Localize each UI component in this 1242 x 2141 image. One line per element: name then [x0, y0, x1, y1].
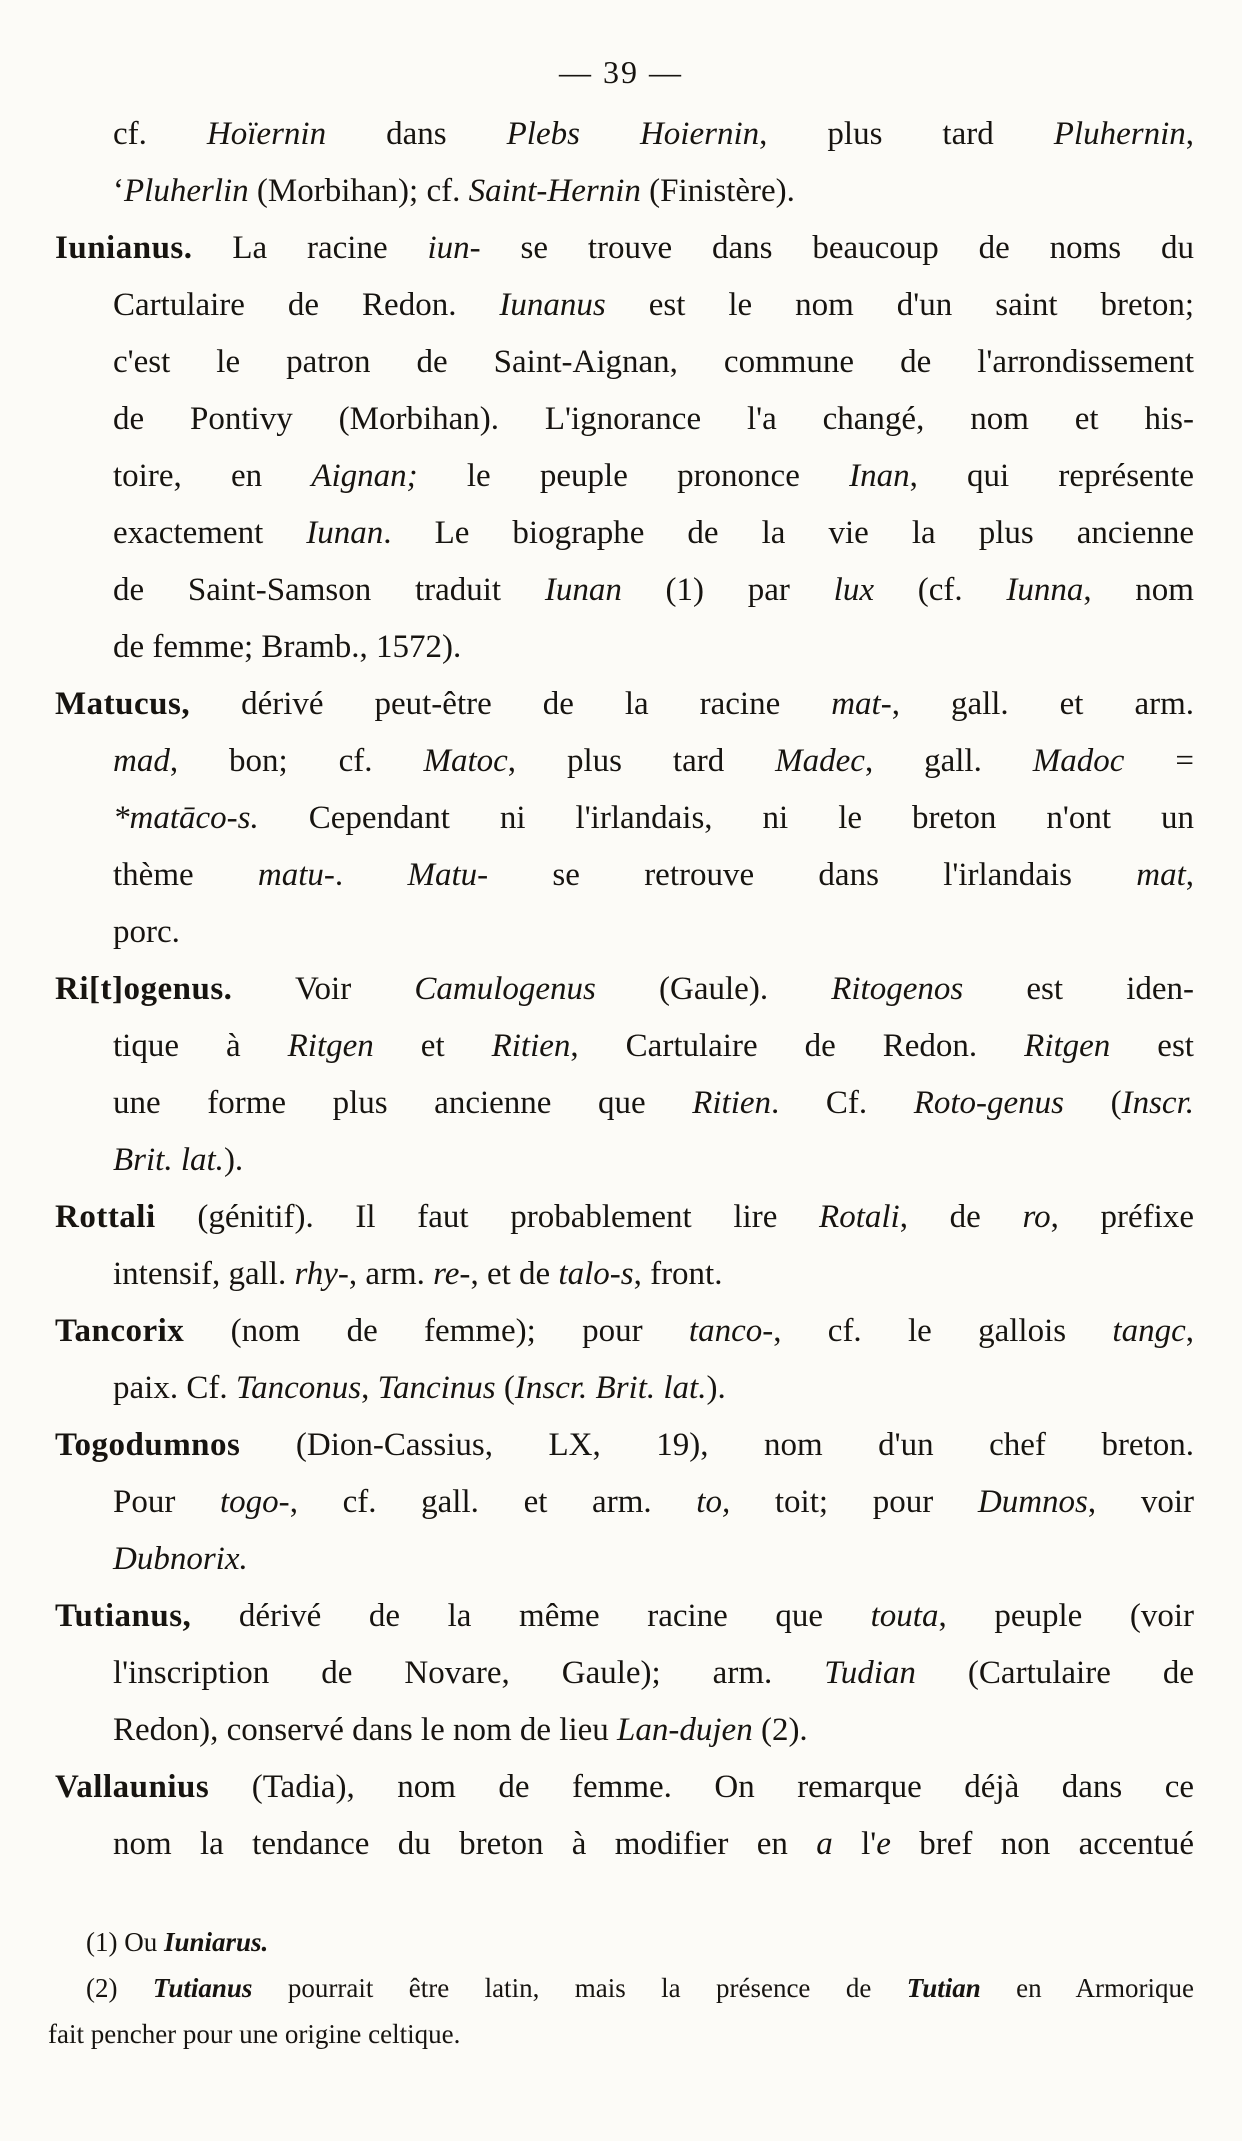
text-run: Saint-Hernin	[468, 173, 641, 209]
entry-iunianus	[55, 220, 1194, 676]
text-run: e	[876, 1826, 891, 1862]
text-run: l'inscription de Novare, Gaule); arm.	[113, 1655, 825, 1691]
page-body	[0, 106, 1242, 1873]
body-text-line	[55, 904, 1194, 961]
text-run: pourrait être latin, mais la présence de	[252, 1973, 907, 2003]
text-run: Ri[t]ogenus.	[55, 971, 233, 1007]
text-run: Cependant ni l'irlandais, ni le breton n'ont un	[258, 800, 1194, 836]
text-run: bref non accentué	[890, 1826, 1194, 1862]
body-text-line	[55, 1417, 1194, 1474]
text-run: matu-	[257, 857, 335, 893]
text-run: , et de	[470, 1256, 559, 1292]
body-text-line	[55, 277, 1194, 334]
body-text-line	[55, 1189, 1194, 1246]
text-run: Pluhernin	[1053, 116, 1186, 152]
text-run: , de	[899, 1199, 1023, 1235]
text-run: La racine	[192, 230, 428, 266]
text-run: (2).	[752, 1712, 808, 1748]
body-text-line	[55, 847, 1194, 904]
text-run: c'est le patron de Saint-Aignan, commune de l'arrondissement	[113, 344, 1194, 380]
text-run: paix. Cf.	[113, 1370, 236, 1406]
text-run: ,	[1185, 116, 1194, 152]
text-run: de Pontivy (Morbihan). L'ignorance l'a changé, nom et his-	[113, 401, 1194, 437]
footnote-2	[48, 1965, 1194, 2057]
text-run: Iunan	[544, 572, 622, 608]
text-run: (Gaule).	[595, 971, 832, 1007]
text-run: , cf. le gallois	[773, 1313, 1113, 1349]
text-run: iun-	[427, 230, 481, 266]
text-run: de femme; Bramb., 1572).	[113, 629, 462, 665]
text-run: ,	[1185, 857, 1194, 893]
text-run: , front.	[633, 1256, 723, 1292]
text-run: touta	[870, 1598, 939, 1634]
text-run: Inscr. Brit. lat.	[514, 1370, 707, 1406]
text-run: Brit. lat.	[113, 1142, 224, 1178]
body-text-line	[55, 220, 1194, 277]
text-run: Matu-	[407, 857, 489, 893]
text-run: Tutianus	[152, 1973, 253, 2003]
text-run: ‘	[113, 173, 124, 209]
text-run: (Finistère).	[640, 173, 795, 209]
text-run: (Dion-Cassius, LX, 19), nom d'un chef breton.	[240, 1427, 1194, 1463]
text-run: thème	[113, 857, 258, 893]
text-run: (Morbihan); cf.	[248, 173, 469, 209]
text-run: de Saint-Samson traduit	[113, 572, 545, 608]
text-run: , nom	[1083, 572, 1194, 608]
text-run: Iuniarus.	[163, 1927, 269, 1957]
text-run: (	[495, 1370, 515, 1406]
text-run: to,	[696, 1484, 731, 1520]
text-run: re-	[433, 1256, 471, 1292]
text-run: Camulogenus	[414, 971, 596, 1007]
body-text-line	[55, 1018, 1194, 1075]
text-run: le peuple prononce	[417, 458, 850, 494]
text-run: Tancorix	[55, 1313, 185, 1349]
text-run: ro	[1022, 1199, 1051, 1235]
text-run: , cf. gall. et arm.	[289, 1484, 697, 1520]
body-text-line	[55, 1531, 1194, 1588]
text-run: (	[1064, 1085, 1122, 1121]
body-text-line	[55, 1303, 1194, 1360]
text-run: mat	[1136, 857, 1186, 893]
text-run: rhy-	[294, 1256, 349, 1292]
text-run: Tutian	[906, 1973, 981, 2003]
text-run: tangc	[1112, 1313, 1186, 1349]
text-run: est iden-	[963, 971, 1194, 1007]
entry-togodumnos	[55, 1417, 1194, 1588]
footnote-1	[48, 1919, 1194, 1965]
text-run: Vallaunius	[55, 1769, 210, 1805]
text-run: Aignan;	[311, 458, 418, 494]
text-run: exactement	[113, 515, 307, 551]
text-run: Ritgen	[287, 1028, 374, 1064]
text-run: ).	[223, 1142, 244, 1178]
text-run: , qui représente	[909, 458, 1194, 494]
text-run: Pour	[113, 1484, 221, 1520]
text-run: , préfixe	[1050, 1199, 1194, 1235]
text-run: . Cf.	[771, 1085, 914, 1121]
text-run: togo-	[220, 1484, 290, 1520]
body-text-line	[55, 1360, 1194, 1417]
body-text-line	[55, 505, 1194, 562]
entry-tutianus	[55, 1588, 1194, 1759]
text-run: , peuple (voir	[938, 1598, 1194, 1634]
text-run: dérivé de la même racine que	[191, 1598, 871, 1634]
text-run: Madoc	[1032, 743, 1125, 779]
body-text-line	[55, 961, 1194, 1018]
body-text-line	[55, 163, 1194, 220]
text-run: (nom de femme); pour	[184, 1313, 689, 1349]
text-run: se trouve dans beaucoup de noms du	[480, 230, 1194, 266]
text-run: , plus tard	[507, 743, 776, 779]
text-run: une forme plus ancienne que	[113, 1085, 693, 1121]
body-text-line	[55, 562, 1194, 619]
text-run: , gall. et arm.	[891, 686, 1194, 722]
text-run: Tanconus	[235, 1370, 362, 1406]
text-run: Matucus,	[55, 686, 191, 722]
text-run: talo-s	[558, 1256, 634, 1292]
text-run: Tancinus	[377, 1370, 496, 1406]
footnote-line	[48, 1965, 1194, 2011]
text-run: Cartulaire de Redon.	[113, 287, 500, 323]
text-run: lux	[833, 572, 874, 608]
text-run: (1) par	[621, 572, 834, 608]
text-run: (Tadia), nom de femme. On remarque déjà dans ce	[209, 1769, 1194, 1805]
entry-ritogenus	[55, 961, 1194, 1189]
body-text-line	[55, 1759, 1194, 1816]
text-run: Inan	[849, 458, 910, 494]
text-run: se retrouve dans l'irlandais	[488, 857, 1137, 893]
text-run: Iunanus	[499, 287, 606, 323]
body-text-line	[55, 1702, 1194, 1759]
text-run: (cf.	[873, 572, 1007, 608]
text-run: ,	[1185, 1313, 1194, 1349]
text-run: Lan-dujen	[617, 1712, 753, 1748]
text-run: a	[816, 1826, 833, 1862]
text-run: en Armorique	[980, 1973, 1194, 2003]
footnotes	[0, 1919, 1242, 2057]
continuation-hoiernin	[55, 106, 1194, 220]
text-run: Pluherlin	[124, 173, 249, 209]
text-run: cf.	[113, 116, 207, 152]
text-run: Matoc	[423, 743, 508, 779]
text-run: tique à	[113, 1028, 288, 1064]
body-text-line	[55, 106, 1194, 163]
body-text-line	[55, 1474, 1194, 1531]
text-run: (Cartulaire de	[915, 1655, 1194, 1691]
text-run: tanco-	[688, 1313, 774, 1349]
page-number: — 39 —	[559, 54, 683, 90]
text-run: , bon; cf.	[169, 743, 424, 779]
text-run: Togodumnos	[55, 1427, 241, 1463]
body-text-line	[55, 733, 1194, 790]
text-run: Iunan	[306, 515, 384, 551]
text-run: , arm.	[348, 1256, 434, 1292]
text-run: Tutianus,	[55, 1598, 192, 1634]
body-text-line	[55, 1645, 1194, 1702]
text-run: , plus tard	[759, 116, 1054, 152]
body-text-line	[55, 1816, 1194, 1873]
footnote-line	[48, 1919, 1194, 1965]
body-text-line	[55, 334, 1194, 391]
text-run: ,	[361, 1370, 378, 1406]
body-text-line	[55, 448, 1194, 505]
text-run: intensif, gall.	[113, 1256, 295, 1292]
entry-rottali	[55, 1189, 1194, 1303]
text-run: . Le biographe de la vie la plus ancienne	[383, 515, 1194, 551]
entry-tancorix	[55, 1303, 1194, 1417]
footnote-line	[48, 2011, 1194, 2057]
text-run: Ritien	[692, 1085, 772, 1121]
text-run: et	[373, 1028, 492, 1064]
text-run: Iunna	[1006, 572, 1084, 608]
text-run: =	[1124, 743, 1194, 779]
text-run: mad	[113, 743, 170, 779]
text-run: fait pencher pour une origine celtique.	[48, 2019, 461, 2049]
text-run: , gall.	[864, 743, 1033, 779]
text-run: (2)	[86, 1973, 153, 2003]
text-run: Ritogenos	[831, 971, 964, 1007]
body-text-line	[55, 1588, 1194, 1645]
text-run: l'	[832, 1826, 877, 1862]
text-run: toit; pour	[730, 1484, 978, 1520]
body-text-line	[55, 1075, 1194, 1132]
text-run: Rottali	[55, 1199, 156, 1235]
text-run: (1) Ou	[86, 1927, 164, 1957]
text-run: Hoïernin	[206, 116, 327, 152]
text-run: ).	[706, 1370, 726, 1406]
text-run: mat-	[831, 686, 892, 722]
text-run: Iunianus.	[55, 230, 193, 266]
body-text-line	[55, 1132, 1194, 1189]
text-run: Inscr.	[1121, 1085, 1194, 1121]
body-text-line	[55, 619, 1194, 676]
text-run: Ritien	[491, 1028, 571, 1064]
text-run: dans	[326, 116, 507, 152]
text-run: dérivé peut-être de la racine	[190, 686, 832, 722]
text-run: Madec	[775, 743, 865, 779]
body-text-line	[55, 1246, 1194, 1303]
text-run: nom la tendance du breton à modifier en	[113, 1826, 817, 1862]
text-run: Rotali	[819, 1199, 900, 1235]
text-run: Ritgen	[1024, 1028, 1111, 1064]
text-run: Voir	[232, 971, 415, 1007]
text-run: porc.	[113, 914, 180, 950]
text-run: Dubnorix.	[113, 1541, 248, 1577]
text-run: Redon), conservé dans le nom de lieu	[113, 1712, 618, 1748]
text-run: est	[1110, 1028, 1194, 1064]
text-run: Dumnos	[977, 1484, 1088, 1520]
entry-vallaunius	[55, 1759, 1194, 1873]
text-run: Roto-genus	[913, 1085, 1065, 1121]
text-run: Tudian	[824, 1655, 916, 1691]
text-run: , voir	[1087, 1484, 1194, 1520]
text-run: *matāco-s.	[113, 800, 259, 836]
text-run: est le nom d'un saint breton;	[605, 287, 1194, 323]
text-run: Plebs Hoiernin	[506, 116, 760, 152]
text-run: .	[334, 857, 408, 893]
text-run: toire, en	[113, 458, 312, 494]
entry-matucus	[55, 676, 1194, 961]
body-text-line	[55, 391, 1194, 448]
text-run: (génitif). Il faut probablement lire	[155, 1199, 820, 1235]
body-text-line	[55, 790, 1194, 847]
text-run: , Cartulaire de Redon.	[570, 1028, 1025, 1064]
body-text-line	[55, 676, 1194, 733]
